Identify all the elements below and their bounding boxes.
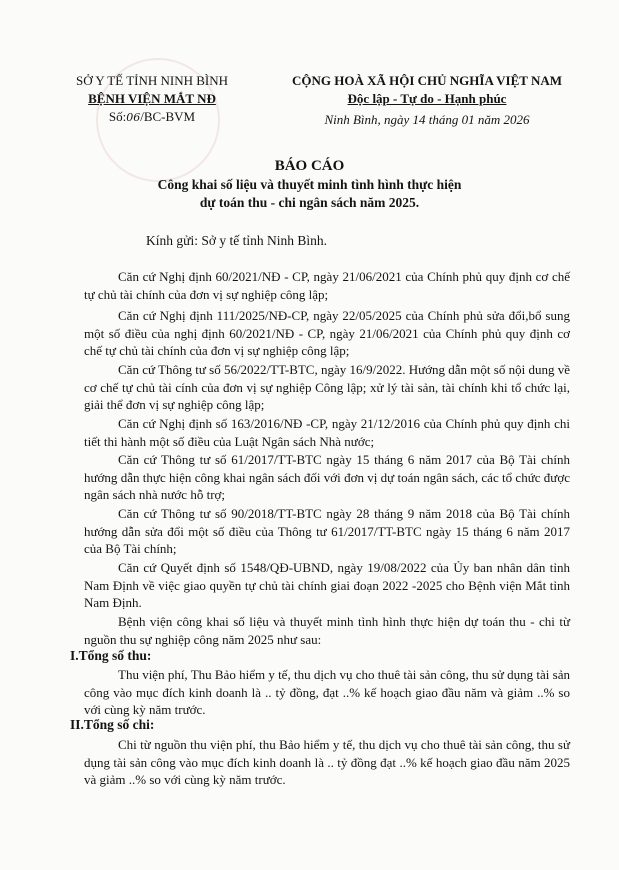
- national-header: [262, 72, 592, 129]
- legal-basis-paragraph: Căn cứ Nghị định số 163/2016/NĐ -CP, ngày 21/12/2016 của Chính phủ quy định chi tiết thi hành một số điều của Luật Ngân sách Nhà nước;: [84, 416, 570, 449]
- expenditure-heading: II.Tổng số chi:: [70, 717, 155, 732]
- country-name: CỘNG HOÀ XÃ HỘI CHỦ NGHĨA VIỆT NAM: [291, 73, 563, 88]
- revenue-heading: I.Tổng số thu:: [70, 648, 152, 663]
- legal-basis-paragraph: Căn cứ Thông tư số 56/2022/TT-BTC, ngày 16/9/2022. Hướng dẫn một số nội dung về cơ chế tự chủ tài cính của đơn vị sự nghiệp Công lập; xử lý tài sản, tài chính khi tổ chức lại, giải thể đơn vị sự nghiệp công lập;: [84, 362, 570, 412]
- recipient-line: Kính gửi: Sở y tế tỉnh Ninh Bình.: [146, 233, 327, 248]
- parent-agency: SỞ Y TẾ TỈNH NINH BÌNH: [75, 73, 229, 88]
- report-subtitle-2: dự toán thu - chi ngân sách năm 2025.: [199, 195, 420, 210]
- report-subtitle-1: Công khai số liệu và thuyết minh tình hình thực hiện: [157, 177, 462, 192]
- doc-number-label: Số:: [108, 109, 127, 124]
- document-number: [52, 108, 252, 127]
- legal-basis-paragraph: Căn cứ Nghị định 60/2021/NĐ - CP, ngày 21/06/2021 của Chính phủ quy định cơ chế tự chủ tài chính của đơn vị sự nghiệp công lập;: [84, 269, 570, 302]
- intro-paragraph: Bệnh viện công khai số liệu và thuyết minh tình hình thực hiện dự toán thu - chi từ nguồn thu sự nghiệp công năm 2025 như sau:: [84, 614, 570, 647]
- legal-basis-paragraph: Căn cứ Nghị định 111/2025/NĐ-CP, ngày 22/05/2025 của Chính phủ sửa đổi,bổ sung một số điều của nghị định 60/2021/NĐ - CP, ngày 21/06/2021 của Chính phủ quy định cơ chế tự chủ tài chính của đơn vị sự nghiệp công lập;: [84, 308, 570, 358]
- national-motto: Độc lập - Tự do - Hạnh phúc: [347, 91, 507, 106]
- doc-number-handwritten: 06: [126, 111, 141, 124]
- legal-basis-paragraph: Căn cứ Thông tư số 90/2018/TT-BTC ngày 28 tháng 9 năm 2018 của Bộ Tài chính hướng dẫn sửa đổi một số điều của Thông tư 61/2017/TT-BTC ngày 15 tháng 6 năm 2017 của Bộ Tài chính;: [84, 506, 570, 556]
- agency-header: [52, 72, 252, 127]
- expenditure-text: Chi từ nguồn thu viện phí, thu Bảo hiểm y tế, thu dịch vụ cho thuê tài sản công, thu sử dụng tài sản công vào mục đích kinh doanh là .. tỷ đồng đạt ..% kế hoạch giao đầu năm 2025 và giảm ..% so với cùng kỳ năm trước.: [84, 737, 570, 787]
- report-title: BÁO CÁO: [274, 158, 345, 174]
- place-date: Ninh Bình, ngày 14 tháng 01 năm 2026: [324, 112, 530, 127]
- legal-basis-paragraph: Căn cứ Quyết định số 1548/QĐ-UBND, ngày 19/08/2022 của Ủy ban nhân dân tỉnh Nam Định về việc giao quyền tự chủ tài chính giai đoạn 2022 -2025 cho Bệnh viện Mắt tỉnh Nam Định.: [84, 560, 570, 610]
- legal-basis-paragraph: Căn cứ Thông tư số 61/2017/TT-BTC ngày 15 tháng 6 năm 2017 của Bộ Tài chính hướng dẫn thực hiện công khai ngân sách đối với đơn vị dự toán ngân sách, các tổ chức được ngân sách nhà nước hỗ trợ;: [84, 452, 570, 502]
- hospital-name: BỆNH VIỆN MẮT NĐ: [88, 91, 216, 106]
- doc-number-suffix: /BC-BVM: [140, 109, 196, 124]
- revenue-text: Thu viện phí, Thu Bảo hiểm y tế, thu dịch vụ cho thuê tài sản công, thu sử dụng tài sản công vào mục đích kinh doanh là .. tỷ đồng, đạt ..% kế hoạch giao đầu năm và giảm ..% so với cùng kỳ năm trước.: [84, 667, 570, 717]
